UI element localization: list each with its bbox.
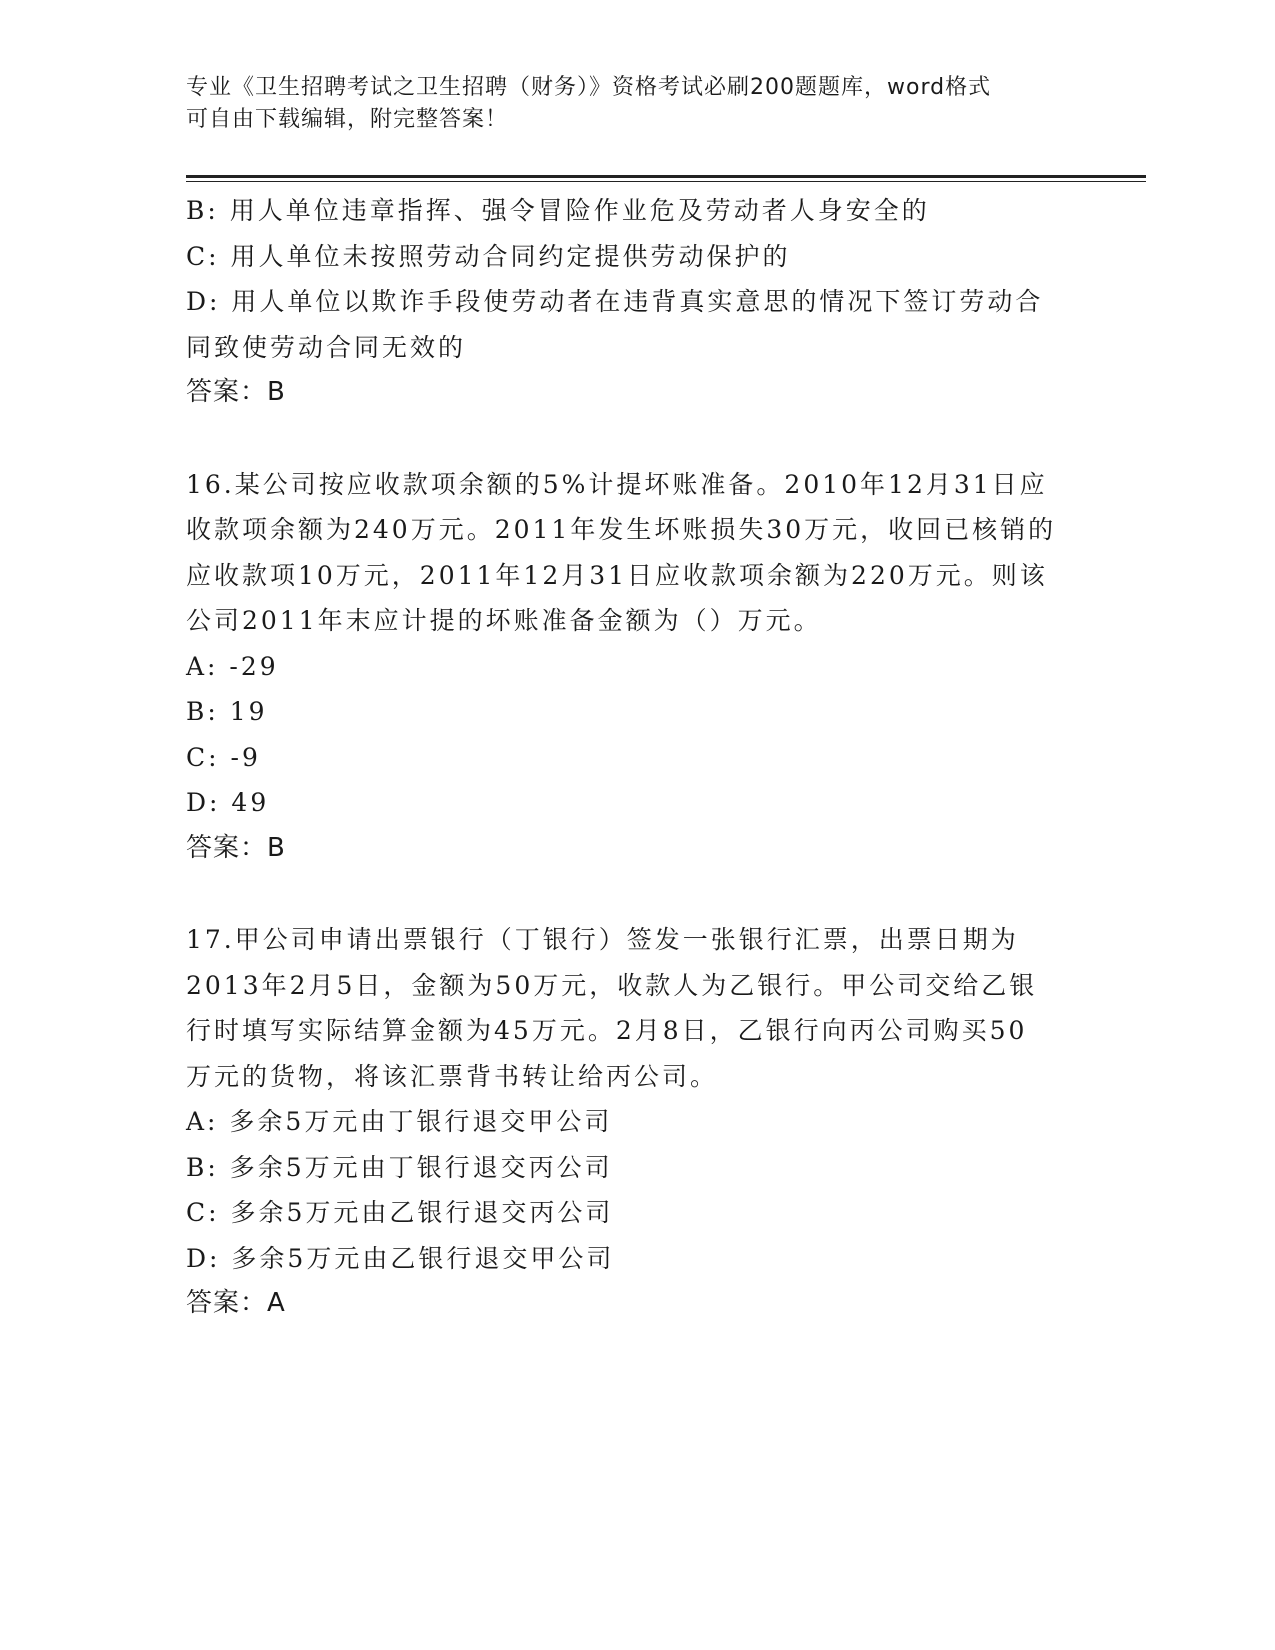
- q16-stem-line-2: 收款项余额为240万元。2011年发生坏账损失30万元，收回已核销的: [186, 515, 1057, 544]
- q16-option-b: B: 19: [186, 697, 268, 726]
- document-body: [186, 188, 1086, 1327]
- question-16: [186, 462, 1086, 872]
- q16-stem-line-4: 公司2011年末应计提的坏账准备金额为（）万元。: [186, 606, 822, 635]
- document-header: [186, 72, 1066, 136]
- q17-option-b: B: 多余5万元由丁银行退交丙公司: [186, 1152, 613, 1182]
- q15-option-d-line-1: D: 用人单位以欺诈手段使劳动者在违背真实意思的情况下签订劳动合: [186, 287, 1044, 316]
- header-rule-thick: [186, 175, 1146, 178]
- q16-stem-line-3: 应收款项10万元，2011年12月31日应收款项余额为220万元。则该: [186, 560, 1048, 590]
- q17-answer: 答案：A: [186, 1288, 286, 1318]
- q16-stem-line-1: 16.某公司按应收款项余额的5%计提坏账准备。2010年12月31日应: [186, 469, 1048, 499]
- header-line-2: 可自由下载编辑，附完整答案！: [186, 107, 509, 132]
- q16-option-c: C: -9: [186, 742, 261, 772]
- q17-stem-line-4: 万元的货物，将该汇票背书转让给丙公司。: [186, 1061, 719, 1091]
- spacer: [186, 416, 1086, 462]
- q16-option-a: A: -29: [186, 651, 279, 681]
- q16-option-d: D: 49: [186, 788, 270, 817]
- q17-option-c: C: 多余5万元由乙银行退交丙公司: [186, 1198, 614, 1227]
- q16-answer: 答案：B: [186, 832, 286, 863]
- q15-option-b: B: 用人单位违章指挥、强令冒险作业危及劳动者人身安全的: [186, 196, 930, 225]
- q15-option-c: C: 用人单位未按照劳动合同约定提供劳动保护的: [186, 241, 791, 271]
- header-line-1: 专业《卫生招聘考试之卫生招聘（财务）》资格考试必刷200题题库，word格式: [186, 75, 992, 100]
- q17-stem-line-1: 17.甲公司申请出票银行（丁银行）签发一张银行汇票，出票日期为: [186, 925, 1019, 954]
- spacer: [186, 871, 1086, 917]
- q17-option-d: D: 多余5万元由乙银行退交甲公司: [186, 1243, 615, 1273]
- question-17: [186, 917, 1086, 1327]
- q15-option-d-line-2: 同致使劳动合同无效的: [186, 332, 467, 362]
- q17-stem-line-3: 行时填写实际结算金额为45万元。2月8日，乙银行向丙公司购买50: [186, 1016, 1028, 1045]
- q17-stem-line-2: 2013年2月5日，金额为50万元，收款人为乙银行。甲公司交给乙银: [186, 970, 1038, 1000]
- question-15-continued: [186, 188, 1086, 416]
- header-rule-thin: [186, 181, 1146, 182]
- q15-answer: 答案：B: [186, 377, 286, 407]
- q17-option-a: A: 多余5万元由丁银行退交甲公司: [186, 1107, 613, 1136]
